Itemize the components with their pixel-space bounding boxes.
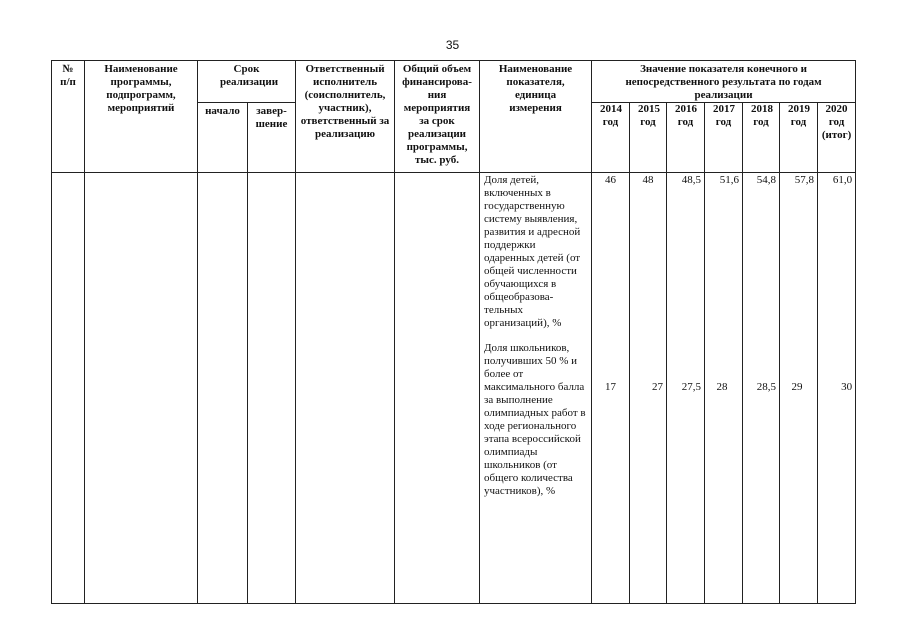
header-responsible-label: Ответственный исполнитель (соисполнитель, участник), ответственный за реализацию — [300, 63, 390, 140]
header-number — [52, 61, 85, 173]
cell-2014 — [592, 173, 630, 604]
cell-2019 — [780, 173, 818, 604]
header-year-2015: 2015 год — [630, 103, 667, 173]
value-2-2014: 17 — [605, 381, 617, 393]
value-1-2020: 61,0 — [832, 174, 853, 186]
table-row — [52, 173, 856, 604]
header-values — [592, 61, 856, 103]
header-start-label: начало — [205, 105, 240, 117]
cell-responsible — [296, 173, 395, 604]
cell-2020 — [818, 173, 856, 604]
page-number: 35 — [445, 38, 460, 52]
cell-number — [52, 173, 85, 604]
cell-program-name — [85, 173, 198, 604]
indicator-2: Доля школьников, получивших 50 % и более от максимального балла за выполнение олимпиадных работ в ходе регионального этапа всероссийской олимпиады школьников (от общего количества участников), % — [484, 342, 586, 497]
cell-indicator — [480, 173, 592, 604]
value-1-2017: 51,6 — [719, 174, 740, 186]
value-2-2016: 27,5 — [681, 381, 702, 393]
header-program-name — [85, 61, 198, 173]
cell-2015 — [630, 173, 667, 604]
value-2-2020: 30 — [841, 381, 853, 393]
header-year-2017: 2017 год — [705, 103, 743, 173]
cell-2018 — [743, 173, 780, 604]
header-funding-label: Общий объем финансирова-ния мероприятия за срок реализации программы, тыс. руб. — [402, 63, 472, 166]
value-1-2018: 54,8 — [756, 174, 777, 186]
header-values-label: Значение показателя конечного и непосредственного результата по годам реализации — [625, 63, 822, 101]
header-funding — [395, 61, 480, 173]
value-1-2014: 46 — [605, 174, 617, 186]
indicator-1: Доля детей, включенных в государственную систему выявления, развития и адресной поддержки одаренных детей (от общей численности обучающихся в общеобразова-тельных организаций), % — [484, 174, 581, 329]
cell-2017 — [705, 173, 743, 604]
header-program-name-label: Наименование программы, подпрограмм, мероприятий — [104, 63, 178, 114]
value-1-2015: 48 — [642, 174, 654, 186]
value-2-2015: 27 — [652, 381, 664, 393]
value-2-2018: 28,5 — [756, 381, 777, 393]
header-year-2020: 2020 год (итог) — [818, 103, 856, 173]
indicators-table — [51, 60, 856, 604]
header-responsible — [296, 61, 395, 173]
header-year-2014: 2014 год — [592, 103, 630, 173]
header-indicator-label: Наименование показателя, единица измерения — [498, 63, 573, 114]
header-year-2019: 2019 год — [780, 103, 818, 173]
cell-2016 — [667, 173, 705, 604]
header-term — [198, 61, 296, 103]
cell-start — [198, 173, 248, 604]
header-term-label: Срок реализации — [220, 63, 279, 88]
cell-end — [248, 173, 296, 604]
header-end — [248, 103, 296, 173]
header-indicator — [480, 61, 592, 173]
value-1-2016: 48,5 — [681, 174, 702, 186]
cell-funding — [395, 173, 480, 604]
header-year-2018: 2018 год — [743, 103, 780, 173]
header-end-label: завер-шение — [255, 105, 288, 130]
value-2-2019: 29 — [791, 381, 803, 393]
header-number-label: № п/п — [60, 63, 76, 88]
value-1-2019: 57,8 — [794, 174, 815, 186]
value-2-2017: 28 — [716, 381, 728, 393]
header-start — [198, 103, 248, 173]
header-year-2016: 2016 год — [667, 103, 705, 173]
